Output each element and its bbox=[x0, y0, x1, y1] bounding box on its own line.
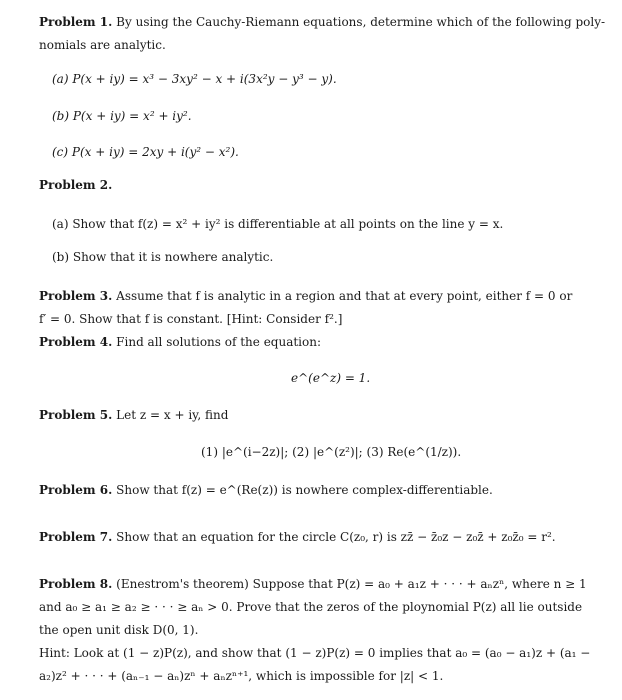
problem-3-line-1 bbox=[39, 288, 572, 304]
problem-1-text-2: nomials are analytic. bbox=[39, 38, 166, 52]
problem-2-item-a: (a) Show that f(z) = x² + iy² is differentiable at all points on the line y = x. bbox=[52, 217, 504, 231]
problem-5-line bbox=[39, 407, 228, 423]
problem-7-label: Problem 7. bbox=[39, 530, 113, 544]
problem-2-label: Problem 2. bbox=[39, 178, 113, 192]
problem-8-label: Problem 8. bbox=[39, 577, 113, 591]
problem-3-text-1: Assume that f is analytic in a region and that at every point, either f = 0 or bbox=[116, 289, 573, 303]
problem-5-label: Problem 5. bbox=[39, 408, 113, 422]
problem-2-item-b: (b) Show that it is nowhere analytic. bbox=[52, 250, 274, 264]
problem-1-label: Problem 1. bbox=[39, 15, 113, 29]
problem-3-text-2: f′ = 0. Show that f is constant. [Hint: Consider f².] bbox=[39, 312, 343, 326]
problem-4-line bbox=[39, 334, 321, 350]
problem-8-line-1 bbox=[39, 576, 587, 592]
problem-6-text: Show that f(z) = e^(Re(z)) is nowhere complex-differentiable. bbox=[116, 483, 493, 497]
problem-8-text-1: (Enestrom's theorem) Suppose that P(z) = a₀ + a₁z + · · · + aₙzⁿ, where n ≥ 1 bbox=[116, 577, 587, 591]
problem-1-item-c: (c) P(x + iy) = 2xy + i(y² − x²). bbox=[52, 145, 239, 159]
problem-7-line bbox=[39, 529, 556, 545]
problem-5-parts: (1) |e^(i−2z)|; (2) |e^(z²)|; (3) Re(e^(1/z)). bbox=[201, 445, 462, 459]
problem-8-hint-2: a₂)z² + · · · + (aₙ₋₁ − aₙ)zⁿ + aₙzⁿ⁺¹, which is impossible for |z| < 1. bbox=[39, 669, 444, 683]
problem-7-text: Show that an equation for the circle C(z₀, r) is zz̄ − z̄₀z − z₀z̄ + z₀z̄₀ = r². bbox=[116, 530, 556, 544]
problem-4-text: Find all solutions of the equation: bbox=[116, 335, 322, 349]
problem-1-item-b: (b) P(x + iy) = x² + iy². bbox=[52, 109, 192, 123]
problem-1-line-1 bbox=[39, 14, 605, 30]
problem-4-label: Problem 4. bbox=[39, 335, 113, 349]
problem-4-equation: e^(e^z) = 1. bbox=[291, 371, 371, 385]
problem-1-item-a: (a) P(x + iy) = x³ − 3xy² − x + i(3x²y − y³ − y). bbox=[52, 72, 337, 86]
problem-8-text-3: the open unit disk D(0, 1). bbox=[39, 623, 199, 637]
problem-8-hint-1: Hint: Look at (1 − z)P(z), and show that (1 − z)P(z) = 0 implies that a₀ = (a₀ − a₁)z + (a₁ − bbox=[39, 646, 591, 660]
problem-6-line bbox=[39, 482, 493, 498]
problem-8-text-2: and a₀ ≥ a₁ ≥ a₂ ≥ · · · ≥ aₙ > 0. Prove that the zeros of the ploynomial P(z) all lie outside bbox=[39, 600, 583, 614]
problem-5-text: Let z = x + iy, find bbox=[116, 408, 229, 422]
problem-3-label: Problem 3. bbox=[39, 289, 113, 303]
problem-1-text-1: By using the Cauchy-Riemann equations, determine which of the following poly- bbox=[116, 15, 606, 29]
problem-6-label: Problem 6. bbox=[39, 483, 113, 497]
